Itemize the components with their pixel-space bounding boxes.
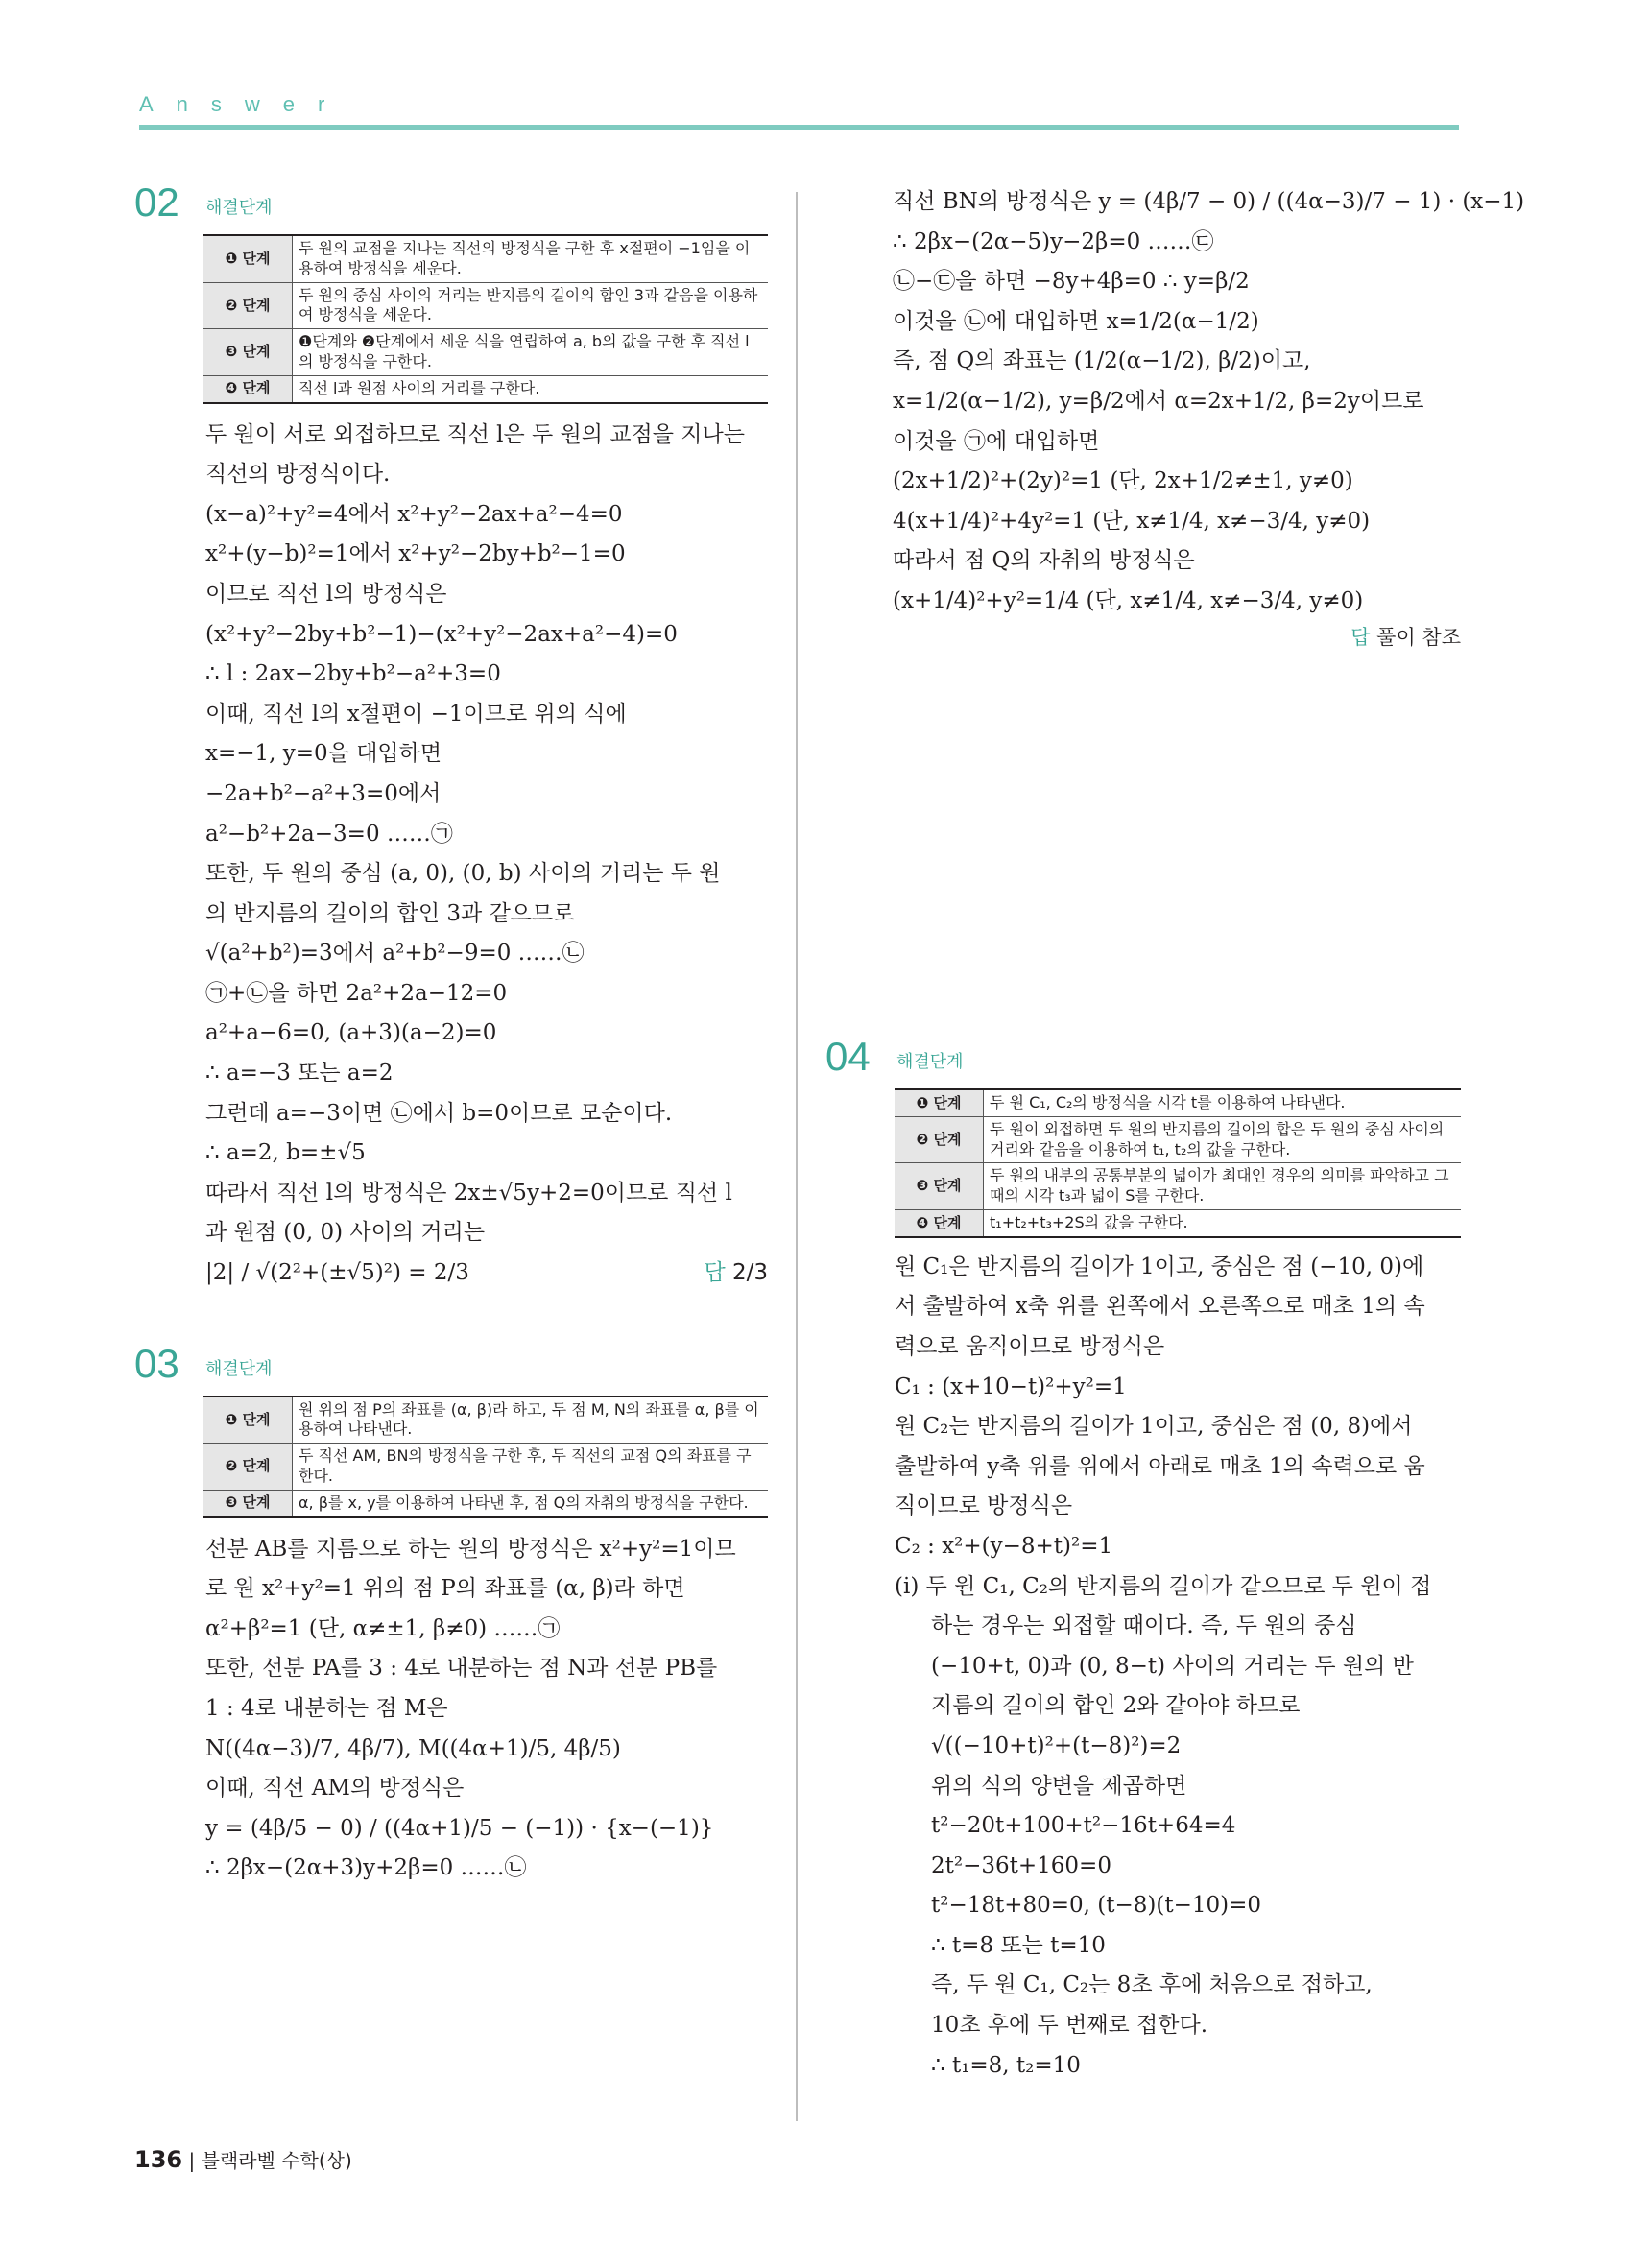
step-name: ❷ 단계 — [203, 1444, 293, 1491]
solution-line: (i) 두 원 C₁, C₂의 반지름의 길이가 같으므로 두 원이 접 — [895, 1573, 1432, 1599]
step-text: 두 원의 내부의 공통부분의 넓이가 최대인 경우의 의미를 파악하고 그때의 시각 t₃과 넓이 S를 구한다. — [984, 1163, 1462, 1210]
solution-line: t²−20t+100+t²−16t+64=4 — [931, 1813, 1236, 1839]
solution-line: 두 원이 서로 외접하므로 직선 l은 두 원의 교점을 지나는 — [205, 421, 745, 447]
step-name: ❸ 단계 — [203, 329, 293, 376]
solution-line-final — [205, 1253, 768, 1294]
solution-line: x²+(y−b)²=1에서 x²+y²−2by+b²−1=0 — [205, 541, 626, 567]
solution-line: 따라서 직선 l의 방정식은 2x±√5y+2=0이므로 직선 l — [205, 1180, 732, 1206]
problem-03-header — [134, 1340, 768, 1386]
solution-line: 2t²−36t+160=0 — [931, 1852, 1111, 1878]
solution-steps-label: 해결단계 — [205, 198, 273, 218]
step-text: 두 원이 외접하면 두 원의 반지름의 길이의 합은 두 원의 중심 사이의 거리와 같음을 이용하여 t₁, t₂의 값을 구한다. — [984, 1116, 1462, 1163]
solution-line: α²+β²=1 (단, α≠±1, β≠0) ……㉠ — [205, 1615, 561, 1641]
solution-line: (x²+y²−2by+b²−1)−(x²+y²−2ax+a²−4)=0 — [205, 621, 678, 647]
problem-number: 03 — [134, 1340, 179, 1386]
step-row — [203, 1444, 768, 1491]
solution-line: y = (4β/5 − 0) / ((4α+1)/5 − (−1)) · {x−(−1)} — [205, 1815, 714, 1841]
solution-line: ∴ a=−3 또는 a=2 — [205, 1061, 394, 1086]
step-name: ❶ 단계 — [895, 1089, 984, 1116]
solution-line: 하는 경우는 외접할 때이다. 즉, 두 원의 중심 — [931, 1613, 1357, 1639]
problem-04-header — [825, 1034, 1461, 1079]
distance-expression: |2| / √(2²+(±√5)²) = 2/3 — [205, 1260, 469, 1286]
solution-line: t²−18t+80=0, (t−8)(t−10)=0 — [931, 1893, 1262, 1919]
step-text: 두 원 C₁, C₂의 방정식을 시각 t를 이용하여 나타낸다. — [984, 1089, 1462, 1116]
solution-line: 직이므로 방정식은 — [895, 1493, 1073, 1519]
solution-line: ㉠+㉡을 하면 2a²+2a−12=0 — [205, 980, 508, 1006]
solution-line: ∴ 2βx−(2α+3)y+2β=0 ……㉡ — [205, 1855, 527, 1881]
step-row — [895, 1163, 1461, 1210]
problem-04-solution — [895, 1248, 1461, 2086]
solution-line: √((−10+t)²+(t−8)²)=2 — [931, 1732, 1182, 1758]
step-row — [895, 1116, 1461, 1163]
step-name: ❹ 단계 — [895, 1209, 984, 1236]
solution-line: x=−1, y=0을 대입하면 — [205, 741, 442, 767]
step-row — [203, 282, 768, 329]
solution-line: 이것을 ㉡에 대입하면 x=1/2(α−1/2) — [893, 308, 1259, 334]
step-text: ❶단계와 ❷단계에서 세운 식을 연립하여 a, b의 값을 구한 후 직선 l의 방정식을 구한다. — [293, 329, 769, 376]
solution-line: 따라서 점 Q의 자취의 방정식은 — [893, 548, 1195, 574]
solution-line: −2a+b²−a²+3=0에서 — [205, 780, 442, 806]
solution-steps-label: 해결단계 — [205, 1358, 273, 1379]
problem-03-solution — [205, 1530, 768, 1889]
step-text: 두 직선 AM, BN의 방정식을 구한 후, 두 직선의 교점 Q의 좌표를 구한다. — [293, 1444, 769, 1491]
solution-line: a²−b²+2a−3=0 ……㉠ — [205, 821, 453, 847]
solution-line: 즉, 점 Q의 좌표는 (1/2(α−1/2), β/2)이고, — [893, 348, 1311, 374]
answer-mark: 답 — [1350, 625, 1371, 649]
step-row — [203, 235, 768, 282]
step-text: α, β를 x, y를 이용하여 나타낸 후, 점 Q의 자취의 방정식을 구한다. — [293, 1490, 769, 1516]
step-name: ❸ 단계 — [895, 1163, 984, 1210]
left-column — [134, 179, 768, 1889]
solution-line: 로 원 x²+y²=1 위의 점 P의 좌표를 (α, β)라 하면 — [205, 1576, 685, 1602]
solution-line: ㉡−㉢을 하면 −8y+4β=0 ∴ y=β/2 — [893, 269, 1250, 295]
step-name: ❷ 단계 — [203, 282, 293, 329]
solution-line: 의 반지름의 길이의 합인 3과 같으므로 — [205, 900, 575, 926]
step-row — [203, 375, 768, 402]
solution-line: 또한, 선분 PA를 3 : 4로 내분하는 점 N과 선분 PB를 — [205, 1656, 718, 1682]
answer — [704, 1253, 768, 1294]
page-footer — [134, 2145, 352, 2173]
solution-line: 직선 BN의 방정식은 y = (4β/7 − 0) / ((4α−3)/7 − 1) · (x−1) — [893, 189, 1525, 214]
solution-line: 이므로 직선 l의 방정식은 — [205, 581, 447, 607]
solution-line: a²+a−6=0, (a+3)(a−2)=0 — [205, 1020, 497, 1046]
solution-steps-label: 해결단계 — [896, 1052, 964, 1072]
column-divider — [796, 192, 798, 2121]
solution-line: 즉, 두 원 C₁, C₂는 8초 후에 처음으로 접하고, — [931, 1972, 1373, 1998]
right-column-top — [893, 182, 1525, 651]
solution-line: 4(x+1/4)²+4y²=1 (단, x≠1/4, x≠−3/4, y≠0) — [893, 508, 1371, 534]
step-row — [895, 1209, 1461, 1236]
page-number: 136 — [134, 2146, 183, 2173]
solution-line: (x−a)²+y²=4에서 x²+y²−2ax+a²−4=0 — [205, 501, 623, 527]
solution-line: (2x+1/2)²+(2y)²=1 (단, 2x+1/2≠±1, y≠0) — [893, 468, 1353, 494]
solution-line: x=1/2(α−1/2), y=β/2에서 α=2x+1/2, β=2y이므로 — [893, 388, 1424, 414]
answer — [893, 622, 1461, 651]
header-rule — [139, 125, 1459, 130]
problem-03-solution-continued — [893, 182, 1525, 622]
footer-separator: | — [188, 2149, 202, 2172]
solution-line: ∴ t₁=8, t₂=10 — [931, 2052, 1081, 2078]
solution-line: 직선의 방정식이다. — [205, 462, 391, 488]
solution-line: 원 C₂는 반지름의 길이가 1이고, 중심은 점 (0, 8)에서 — [895, 1414, 1413, 1440]
solution-line: 출발하여 y축 위를 위에서 아래로 매초 1의 속력으로 움 — [895, 1453, 1425, 1479]
solution-line: 지름의 길이의 합인 2와 같아야 하므로 — [931, 1693, 1301, 1719]
solution-line: 이것을 ㉠에 대입하면 — [893, 428, 1100, 454]
solution-line: 10초 후에 두 번째로 접한다. — [931, 2013, 1208, 2039]
problem-02-solution — [205, 416, 768, 1294]
solution-line: ∴ t=8 또는 t=10 — [931, 1932, 1106, 1958]
solution-line: C₁ : (x+10−t)²+y²=1 — [895, 1373, 1127, 1399]
problem-04-steps-table — [895, 1088, 1461, 1238]
step-text: 두 원의 교점을 지나는 직선의 방정식을 구한 후 x절편이 −1임을 이용하여 방정식을 세운다. — [293, 235, 769, 282]
solution-line: C₂ : x²+(y−8+t)²=1 — [895, 1533, 1113, 1559]
answer-mark: 답 — [704, 1260, 726, 1286]
solution-line: 서 출발하여 x축 위를 왼쪽에서 오른쪽으로 매초 1의 속 — [895, 1294, 1425, 1320]
problem-02-header — [134, 179, 768, 225]
step-name: ❷ 단계 — [895, 1116, 984, 1163]
solution-line: 또한, 두 원의 중심 (a, 0), (0, b) 사이의 거리는 두 원 — [205, 861, 721, 887]
solution-line: 이때, 직선 l의 x절편이 −1이므로 위의 식에 — [205, 701, 627, 727]
problem-number: 02 — [134, 179, 179, 225]
solution-line: ∴ a=2, b=±√5 — [205, 1140, 366, 1166]
solution-line: ∴ 2βx−(2α−5)y−2β=0 ……㉢ — [893, 228, 1214, 254]
solution-line: ∴ l : 2ax−2by+b²−a²+3=0 — [205, 661, 501, 687]
solution-line: 1 : 4로 내분하는 점 M은 — [205, 1696, 448, 1721]
solution-line: (x+1/4)²+y²=1/4 (단, x≠1/4, x≠−3/4, y≠0) — [893, 587, 1364, 613]
answer-value: 풀이 참조 — [1376, 625, 1461, 649]
solution-line: 그런데 a=−3이면 ㉡에서 b=0이므로 모순이다. — [205, 1100, 673, 1126]
solution-line: 원 C₁은 반지름의 길이가 1이고, 중심은 점 (−10, 0)에 — [895, 1253, 1424, 1279]
step-row — [203, 1490, 768, 1516]
solution-line: 이때, 직선 AM의 방정식은 — [205, 1776, 465, 1802]
problem-number: 04 — [825, 1034, 871, 1079]
header-answer-label: Answer — [139, 92, 348, 116]
step-text: 직선 l과 원점 사이의 거리를 구한다. — [293, 375, 769, 402]
step-row — [895, 1089, 1461, 1116]
solution-line: 선분 AB를 지름으로 하는 원의 방정식은 x²+y²=1이므 — [205, 1536, 736, 1562]
step-text: 원 위의 점 P의 좌표를 (α, β)라 하고, 두 점 M, N의 좌표를 α, β를 이용하여 나타낸다. — [293, 1397, 769, 1444]
step-name: ❹ 단계 — [203, 375, 293, 402]
problem-02-steps-table — [203, 234, 768, 404]
step-name: ❶ 단계 — [203, 1397, 293, 1444]
book-title: 블랙라벨 수학(상) — [201, 2149, 352, 2172]
solution-line: 력으로 움직이므로 방정식은 — [895, 1333, 1165, 1359]
solution-line: 위의 식의 양변을 제곱하면 — [931, 1773, 1187, 1799]
step-name: ❸ 단계 — [203, 1490, 293, 1516]
step-row — [203, 1397, 768, 1444]
solution-line: 과 원점 (0, 0) 사이의 거리는 — [205, 1220, 486, 1246]
solution-line: (−10+t, 0)과 (0, 8−t) 사이의 거리는 두 원의 반 — [931, 1653, 1414, 1679]
solution-line: N((4α−3)/7, 4β/7), M((4α+1)/5, 4β/5) — [205, 1735, 621, 1761]
problem-03-steps-table — [203, 1396, 768, 1518]
right-column-bottom — [825, 1034, 1461, 2086]
step-text: t₁+t₂+t₃+2S의 값을 구한다. — [984, 1209, 1462, 1236]
step-text: 두 원의 중심 사이의 거리는 반지름의 길이의 합인 3과 같음을 이용하여 방정식을 세운다. — [293, 282, 769, 329]
step-row — [203, 329, 768, 376]
step-name: ❶ 단계 — [203, 235, 293, 282]
answer-value: 2/3 — [731, 1260, 768, 1286]
solution-line: √(a²+b²)=3에서 a²+b²−9=0 ……㉡ — [205, 941, 585, 967]
